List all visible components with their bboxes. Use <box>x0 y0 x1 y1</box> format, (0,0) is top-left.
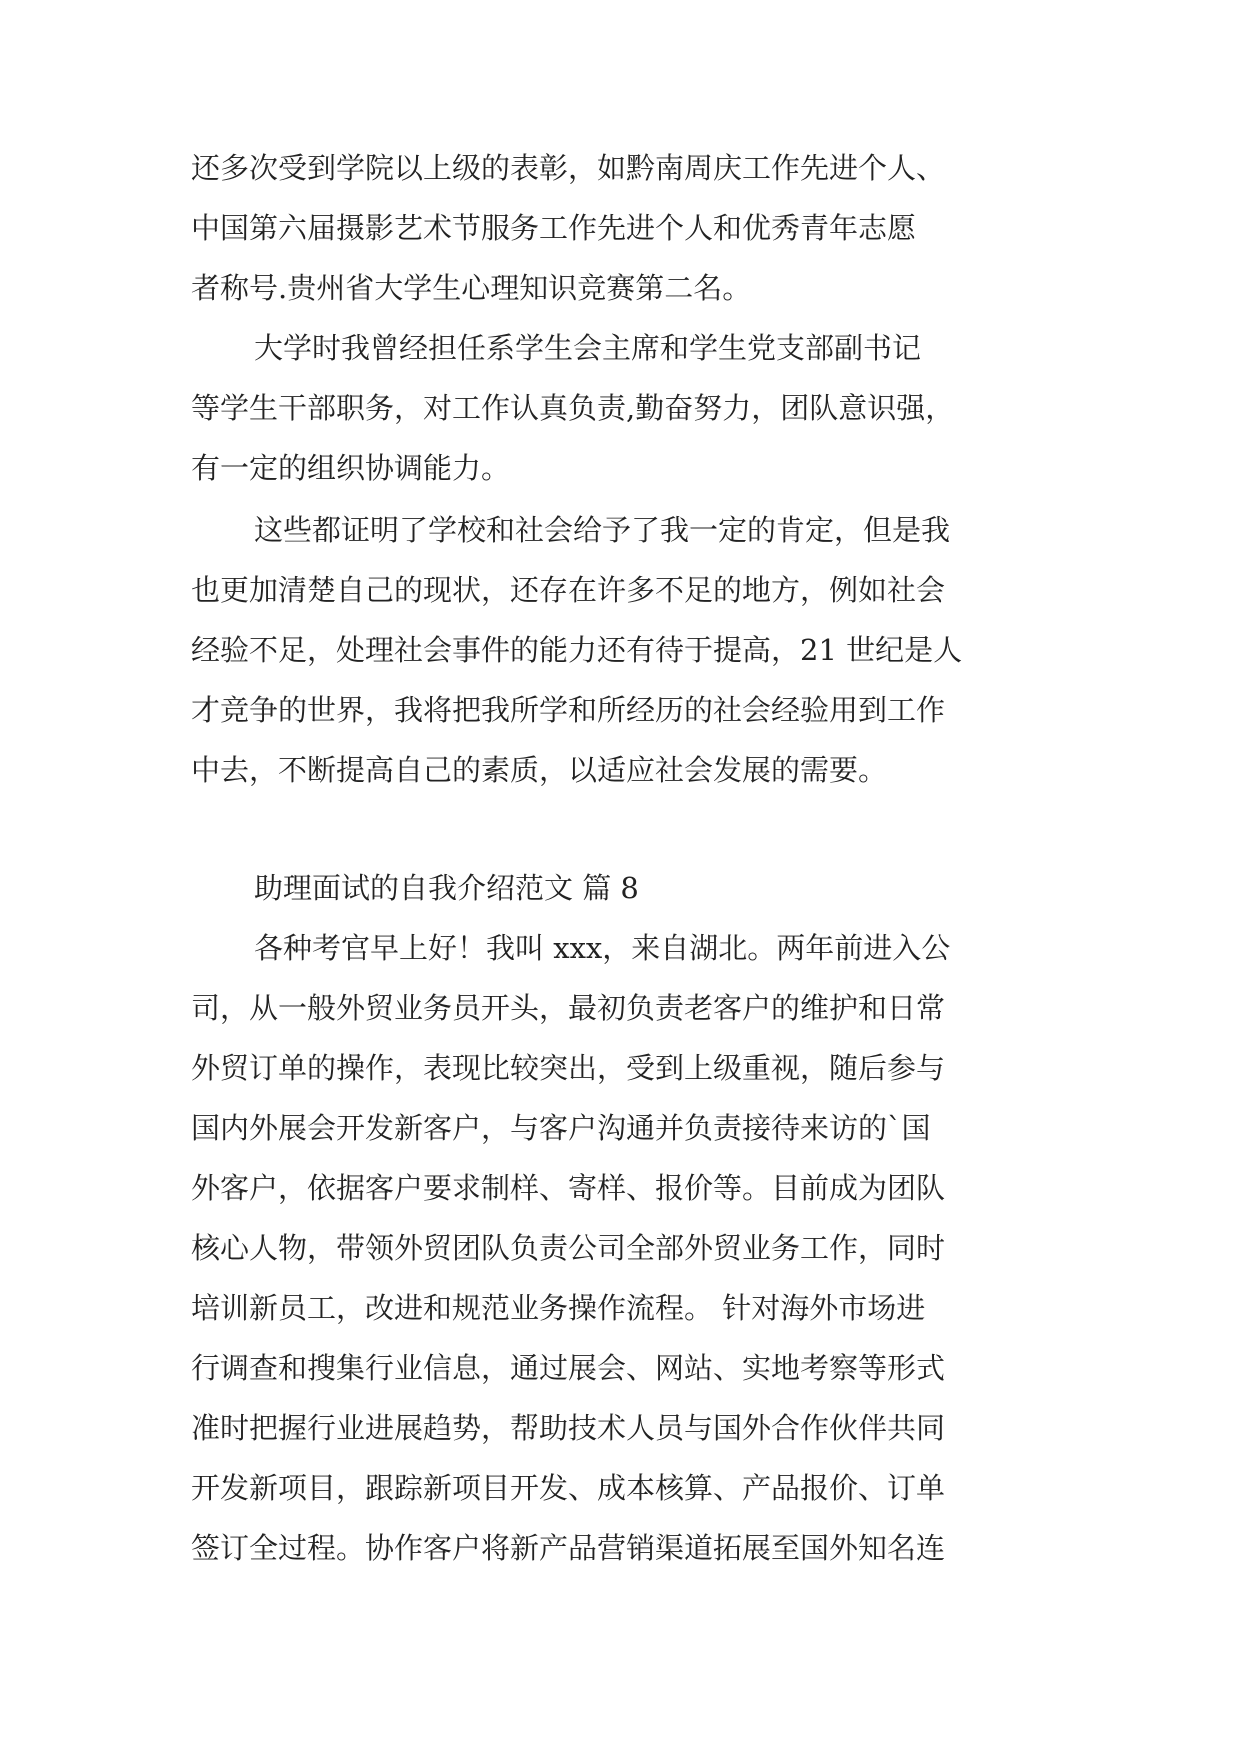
paragraph-3-line-3: 经验不足，处理社会事件的能力还有待于提高，21 世纪是人 <box>191 633 963 667</box>
paragraph-2-line-1: 大学时我曾经担任系学生会主席和学生党支部副书记 <box>254 331 922 365</box>
paragraph-3-line-2: 也更加清楚自己的现状，还存在许多不足的地方，例如社会 <box>191 573 946 607</box>
paragraph-4-line-7: 培训新员工，改进和规范业务操作流程。 针对海外市场进 <box>191 1291 926 1325</box>
paragraph-4-line-10: 开发新项目，跟踪新项目开发、成本核算、产品报价、订单 <box>191 1471 946 1505</box>
paragraph-4-line-3: 外贸订单的操作，表现比较突出，受到上级重视，随后参与 <box>191 1051 946 1085</box>
paragraph-2-line-3: 有一定的组织协调能力。 <box>191 451 511 485</box>
paragraph-1-line-2: 中国第六届摄影艺术节服务工作先进个人和优秀青年志愿 <box>191 211 917 245</box>
paragraph-4-line-2: 司，从一般外贸业务员开头，最初负责老客户的维护和日常 <box>191 991 946 1025</box>
paragraph-4-line-11: 签订全过程。协作客户将新产品营销渠道拓展至国外知名连 <box>191 1531 946 1565</box>
section-heading: 助理面试的自我介绍范文 篇 8 <box>254 871 639 905</box>
paragraph-4-line-9: 准时把握行业进展趋势，帮助技术人员与国外合作伙伴共同 <box>191 1411 946 1445</box>
paragraph-3-line-5: 中去，不断提高自己的素质，以适应社会发展的需要。 <box>191 753 888 787</box>
paragraph-4-line-4: 国内外展会开发新客户，与客户沟通并负责接待来访的`国 <box>191 1111 931 1145</box>
paragraph-1-line-1: 还多次受到学院以上级的表彰，如黔南周庆工作先进个人、 <box>191 151 946 185</box>
paragraph-4-line-1: 各种考官早上好！我叫 xxx，来自湖北。两年前进入公 <box>254 931 951 965</box>
paragraph-3-line-1: 这些都证明了学校和社会给予了我一定的肯定，但是我 <box>254 513 951 547</box>
paragraph-4-line-5: 外客户，依据客户要求制样、寄样、报价等。目前成为团队 <box>191 1171 946 1205</box>
paragraph-3-line-4: 才竞争的世界，我将把我所学和所经历的社会经验用到工作 <box>191 693 946 727</box>
paragraph-1-line-3: 者称号.贵州省大学生心理知识竞赛第二名。 <box>191 271 752 305</box>
paragraph-4-line-8: 行调查和搜集行业信息，通过展会、网站、实地考察等形式 <box>191 1351 946 1385</box>
paragraph-2-line-2: 等学生干部职务，对工作认真负责,勤奋努力，团队意识强， <box>191 391 955 425</box>
paragraph-4-line-6: 核心人物，带领外贸团队负责公司全部外贸业务工作，同时 <box>191 1231 946 1265</box>
